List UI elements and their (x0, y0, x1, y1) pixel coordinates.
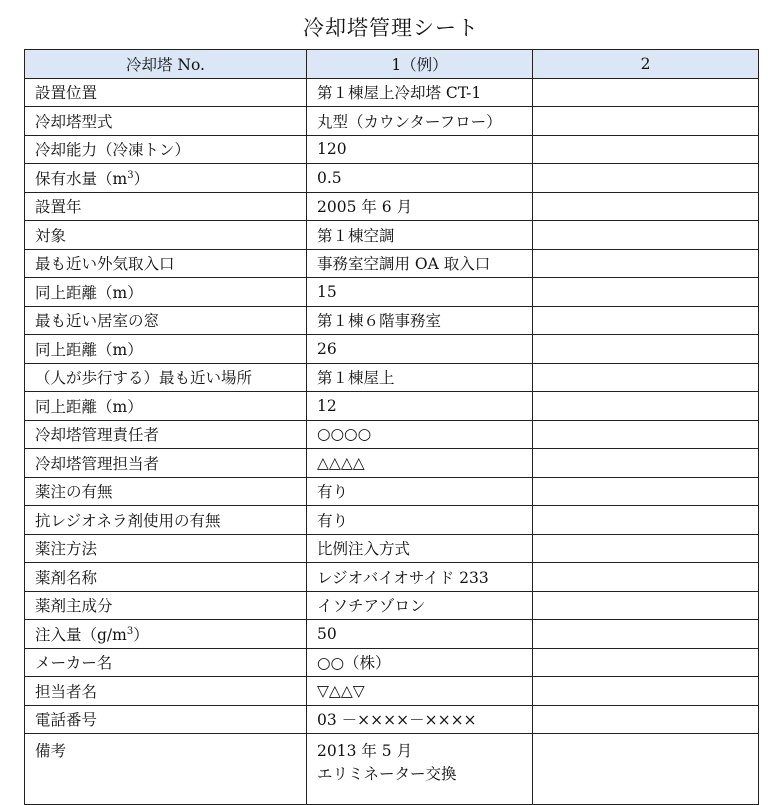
row-extra (533, 192, 759, 221)
row-extra (533, 563, 759, 592)
table-row-remarks (25, 734, 759, 805)
row-label (25, 449, 307, 478)
table-row (25, 534, 759, 563)
row-value: 第１棟空調 (307, 221, 533, 250)
row-label (25, 677, 307, 706)
table-body (25, 78, 759, 734)
row-label (25, 591, 307, 620)
row-label-text: 保有水量（m (35, 169, 128, 188)
row-label-text: 同上距離（m） (35, 283, 143, 302)
row-extra (533, 306, 759, 335)
row-extra (533, 107, 759, 136)
row-label-superscript: 3 (127, 169, 134, 181)
row-value: 03 －××××－×××× (307, 705, 533, 734)
row-value: イソチアゾロン (307, 591, 533, 620)
row-value (307, 734, 533, 805)
table-row (25, 563, 759, 592)
row-extra (533, 648, 759, 677)
sheet-title: 冷却塔管理シート (303, 16, 479, 40)
row-value: ▽△△▽ (307, 677, 533, 706)
row-label (25, 249, 307, 278)
row-label-text: 設置位置 (35, 84, 98, 103)
row-label-text: 薬注の有無 (35, 483, 113, 502)
table-row (25, 420, 759, 449)
row-extra (533, 249, 759, 278)
table-row (25, 705, 759, 734)
row-label (25, 135, 307, 164)
row-label-text: 薬剤主成分 (35, 597, 113, 616)
row-extra (533, 392, 759, 421)
row-extra (533, 734, 759, 805)
table-row (25, 78, 759, 107)
row-label (25, 278, 307, 307)
row-label-text: 最も近い外気取入口 (35, 255, 175, 274)
table-row (25, 506, 759, 535)
row-value: ○○（株） (307, 648, 533, 677)
row-value: 比例注入方式 (307, 534, 533, 563)
remarks-line-1: 2013 年 5 月 (317, 742, 413, 760)
row-value: 12 (307, 392, 533, 421)
row-label (25, 164, 307, 193)
row-label-text: 対象 (35, 226, 67, 245)
table-row (25, 221, 759, 250)
row-value: 26 (307, 335, 533, 364)
row-label (25, 534, 307, 563)
row-extra (533, 591, 759, 620)
row-label-text: 冷却塔管理担当者 (35, 454, 160, 473)
row-label-text: 冷却塔型式 (35, 112, 113, 131)
row-extra (533, 534, 759, 563)
header-tower-2: 2 (533, 50, 759, 79)
row-value: 第１棟屋上冷却塔 CT-1 (307, 78, 533, 107)
row-label (25, 363, 307, 392)
table-row (25, 249, 759, 278)
table-row (25, 477, 759, 506)
row-label (25, 192, 307, 221)
row-label (25, 563, 307, 592)
row-label-text: 薬注方法 (35, 540, 98, 559)
row-label-text: メーカー名 (35, 654, 113, 673)
header-tower-1: 1（例） (307, 50, 533, 79)
row-extra (533, 506, 759, 535)
row-value: 50 (307, 620, 533, 649)
row-label-suffix: ） (133, 625, 149, 644)
table-row (25, 335, 759, 364)
row-label-text: （人が歩行する）最も近い場所 (35, 369, 253, 388)
table-row (25, 449, 759, 478)
row-label (25, 335, 307, 364)
row-label (25, 78, 307, 107)
row-label-superscript: 3 (126, 625, 134, 637)
row-value: 15 (307, 278, 533, 307)
row-value: レジオバイオサイド 233 (307, 563, 533, 592)
table-row (25, 620, 759, 649)
cooling-tower-table (24, 49, 759, 805)
row-extra (533, 135, 759, 164)
row-label (25, 705, 307, 734)
row-value: 第１棟６階事務室 (307, 306, 533, 335)
row-value: 丸型（カウンターフロー） (307, 107, 533, 136)
row-label-text: 冷却能力（冷凍トン） (35, 141, 191, 160)
row-extra (533, 164, 759, 193)
row-extra (533, 477, 759, 506)
table-row (25, 392, 759, 421)
row-value: 事務室空調用 OA 取入口 (307, 249, 533, 278)
row-value: 第１棟屋上 (307, 363, 533, 392)
row-label (25, 506, 307, 535)
header-tower-no: 冷却塔 No. (25, 50, 307, 79)
row-label (25, 620, 307, 649)
table-row (25, 306, 759, 335)
row-value: 有り (307, 477, 533, 506)
row-label-text: 同上距離（m） (35, 340, 143, 359)
row-label-text: 抗レジオネラ剤使用の有無 (35, 511, 221, 530)
table-row (25, 107, 759, 136)
row-extra (533, 278, 759, 307)
row-extra (533, 705, 759, 734)
row-label-text: 電話番号 (35, 711, 98, 730)
row-label (25, 648, 307, 677)
table-row (25, 677, 759, 706)
row-label-suffix: ） (133, 169, 150, 188)
table-row (25, 192, 759, 221)
table-row (25, 278, 759, 307)
row-label-text: 冷却塔管理責任者 (35, 426, 160, 445)
table-header-row (25, 50, 759, 79)
table-row (25, 164, 759, 193)
row-label (25, 221, 307, 250)
row-label-text: 同上距離（m） (35, 397, 143, 416)
row-value: 有り (307, 506, 533, 535)
row-extra (533, 221, 759, 250)
table-row (25, 363, 759, 392)
row-extra (533, 78, 759, 107)
row-label (25, 477, 307, 506)
row-value: 2005 年 6 月 (307, 192, 533, 221)
table-row (25, 648, 759, 677)
row-label-text: 最も近い居室の窓 (35, 312, 160, 331)
row-label-text: 薬剤名称 (35, 568, 98, 587)
remarks-line-2: エリミネーター交換 (317, 765, 457, 783)
row-label (25, 107, 307, 136)
row-extra (533, 335, 759, 364)
row-label (25, 392, 307, 421)
row-extra (533, 363, 759, 392)
row-value: ○○○○ (307, 420, 533, 449)
row-label-text: 担当者名 (35, 682, 98, 701)
row-extra (533, 677, 759, 706)
row-label-text: 設置年 (35, 198, 82, 217)
table-row (25, 135, 759, 164)
row-extra (533, 620, 759, 649)
row-extra (533, 449, 759, 478)
row-label: 備考 (25, 734, 307, 805)
row-label (25, 306, 307, 335)
row-value: 120 (307, 135, 533, 164)
row-extra (533, 420, 759, 449)
row-value: △△△△ (307, 449, 533, 478)
row-value: 0.5 (307, 164, 533, 193)
table-row (25, 591, 759, 620)
row-label (25, 420, 307, 449)
row-label-text: 注入量（g/m (35, 625, 127, 644)
